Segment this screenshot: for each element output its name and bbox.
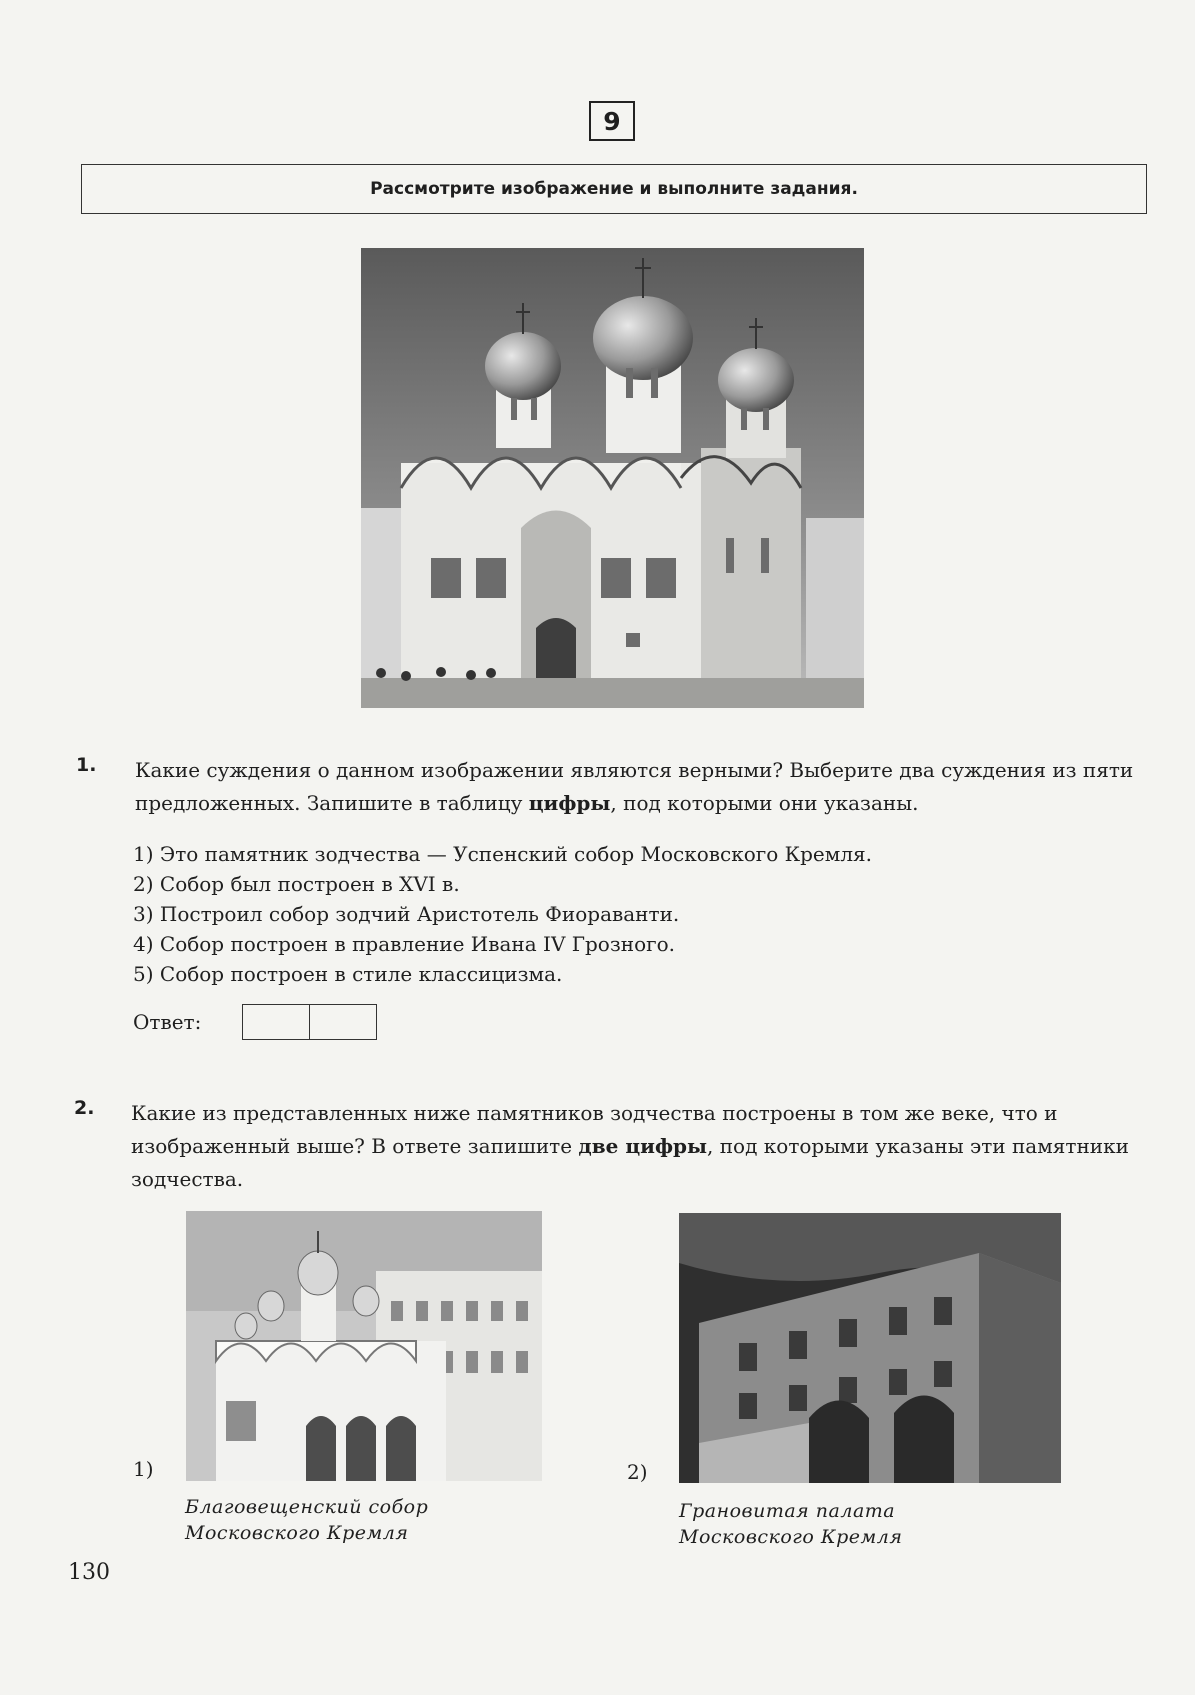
instruction-text: Рассмотрите изображение и выполните задания. [370,179,858,199]
question-2-number: 2. [74,1097,95,1119]
item-1-caption-line2: Московского Кремля [185,1522,409,1544]
option-3: 3) Построил собор зодчий Аристотель Фиораванти. [133,902,680,926]
question-1-text [135,754,1145,820]
annunciation-cathedral-photo [186,1211,542,1481]
item-2-number: 2) [627,1460,648,1484]
question-1-text-bold: цифры [528,791,611,815]
item-1-number: 1) [133,1457,154,1481]
question-1-number: 1. [76,754,97,776]
item-2-caption-line2: Московского Кремля [679,1526,903,1548]
task-number: 9 [603,106,621,136]
instruction-banner [81,164,1147,214]
item-1-caption [185,1494,428,1546]
question-1-text-start: Какие суждения о данном изображении являются верными? Выберите два суждения из пяти предложенных. Запишите в таблицу [135,758,1134,815]
item-1-caption-line1: Благовещенский собор [185,1496,429,1518]
option-1: 1) Это памятник зодчества — Успенский собор Московского Кремля. [133,842,872,866]
answer-cell-1[interactable] [243,1005,309,1039]
question-1-options [133,839,872,989]
question-1-text-end: , под которыми они указаны. [610,791,919,815]
page-number: 130 [68,1560,110,1585]
question-2-text-start: Какие из представленных ниже памятников зодчества построены в том же веке, что и изображенный выше? В ответе запишите [131,1101,1058,1158]
option-4: 4) Собор построен в правление Ивана IV Грозного. [133,932,675,956]
question-2-text-end: , под которыми указаны эти памятники зодчества. [131,1134,1129,1191]
item-2-caption-line1: Грановитая палата [679,1500,896,1522]
option-2: 2) Собор был построен в XVI в. [133,872,460,896]
palace-of-facets-photo [679,1213,1061,1483]
question-2-text [131,1097,1143,1196]
answer-cell-2[interactable] [309,1005,376,1039]
item-2-caption [679,1498,902,1550]
question-2-text-bold: две цифры [578,1134,708,1158]
option-5: 5) Собор построен в стиле классицизма. [133,962,563,986]
task-number-box [589,101,635,141]
answer-grid [242,1004,377,1040]
answer-label: Ответ: [133,1010,202,1034]
main-cathedral-photo [361,248,864,708]
